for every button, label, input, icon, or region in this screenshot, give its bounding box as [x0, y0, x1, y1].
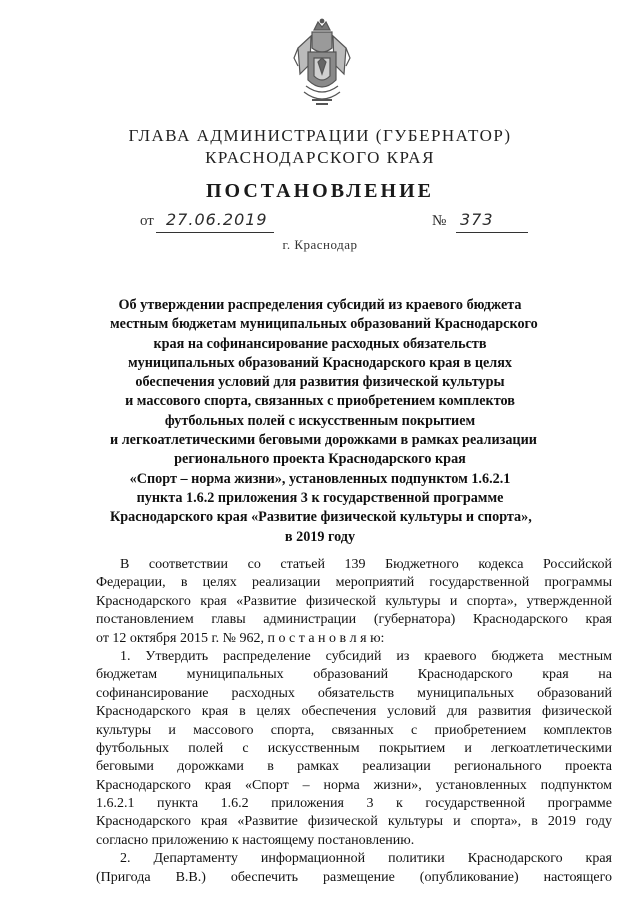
date-number-row [0, 210, 640, 234]
body-line: Краснодарского края «Развитие физической культуры и спорта», в 2019 году [96, 814, 612, 830]
body-line: бюджетам муниципальных образований Краснодарского края на [96, 667, 612, 683]
resolution-title [110, 296, 538, 547]
document-type: ПОСТАНОВЛЕНИЕ [206, 180, 434, 202]
title-line: пункта 1.6.2 приложения 3 к государственной программе [136, 489, 504, 506]
date-value: 27.06.2019 [166, 210, 268, 229]
date-prefix: от [140, 213, 154, 229]
issuer-region: КРАСНОДАРСКОГО КРАЯ [205, 148, 435, 167]
body-line: беговыми дорожками в рамках реализации регионального проекта [96, 759, 612, 775]
body-line: футбольных полей с искусственным покрытием и легкоатлетическими [96, 740, 612, 756]
number-prefix: № [432, 213, 447, 229]
body-line: Краснодарского края в целях обеспечения условий для развития физической [96, 704, 612, 720]
body-line: В соответствии со статьей 139 Бюджетного кодекса Российской [120, 557, 612, 572]
title-line: Краснодарского края «Развитие физической культуры и спорта», [110, 509, 532, 526]
title-line: и легкоатлетическими беговыми дорожками в рамках реализации [110, 432, 537, 449]
title-line: в 2019 году [284, 528, 356, 545]
title-line: и массового спорта, связанных с приобретением комплектов [125, 393, 515, 410]
body-line: софинансирование расходных обязательств муниципальных образований [96, 685, 612, 701]
body-line: 1. Утвердить распределение субсидий из краевого бюджета местным [120, 648, 612, 664]
title-line: муниципальных образований Краснодарского края в целях [127, 354, 513, 371]
body-line: согласно приложению к настоящему постановлению. [96, 832, 415, 848]
body-line: Краснодарского края «Спорт – норма жизни», установленных подпунктом [96, 777, 612, 793]
date-underline [156, 232, 274, 233]
body-line: 2. Департаменту информационной политики Краснодарского края [120, 851, 612, 867]
body-line: постановлением главы администрации (губернатора) Краснодарского края [96, 612, 612, 628]
title-line: футбольных полей с искусственным покрытием [164, 412, 476, 429]
body-line: 1.6.2.1 пункта 1.6.2 приложения 3 к государственной программе [96, 796, 612, 812]
body-line: Федерации, в целях реализации мероприятий государственной программы [96, 575, 612, 591]
krasnodar-coat-of-arms-emblem [292, 18, 352, 110]
title-line: регионального проекта Краснодарского края [174, 451, 466, 468]
title-line: Об утверждении распределения субсидий из краевого бюджета [118, 297, 522, 313]
title-line: обеспечения условий для развития физической культуры [135, 374, 505, 391]
body-line: (Пригода В.В.) обеспечить размещение (опубликование) настоящего [96, 869, 612, 885]
issuer-title: ГЛАВА АДМИНИСТРАЦИИ (ГУБЕРНАТОР) [128, 126, 512, 145]
body-line: от 12 октября 2015 г. № 962, п о с т а н о в л я ю: [96, 630, 385, 646]
title-line: «Спорт – норма жизни», установленных подпунктом 1.6.2.1 [129, 470, 511, 487]
body-line: Краснодарского края «Развитие физической культуры и спорта», утвержденной [96, 593, 612, 609]
body-line: культуры и массового спорта, связанных с приобретением комплектов [96, 722, 612, 738]
number-underline [456, 232, 528, 233]
number-value: 373 [460, 210, 494, 229]
title-line: местным бюджетам муниципальных образований Краснодарского [110, 316, 538, 333]
city-name: г. Краснодар [282, 237, 358, 252]
title-line: края на софинансирование расходных обязательств [153, 335, 487, 352]
resolution-body [96, 556, 612, 887]
